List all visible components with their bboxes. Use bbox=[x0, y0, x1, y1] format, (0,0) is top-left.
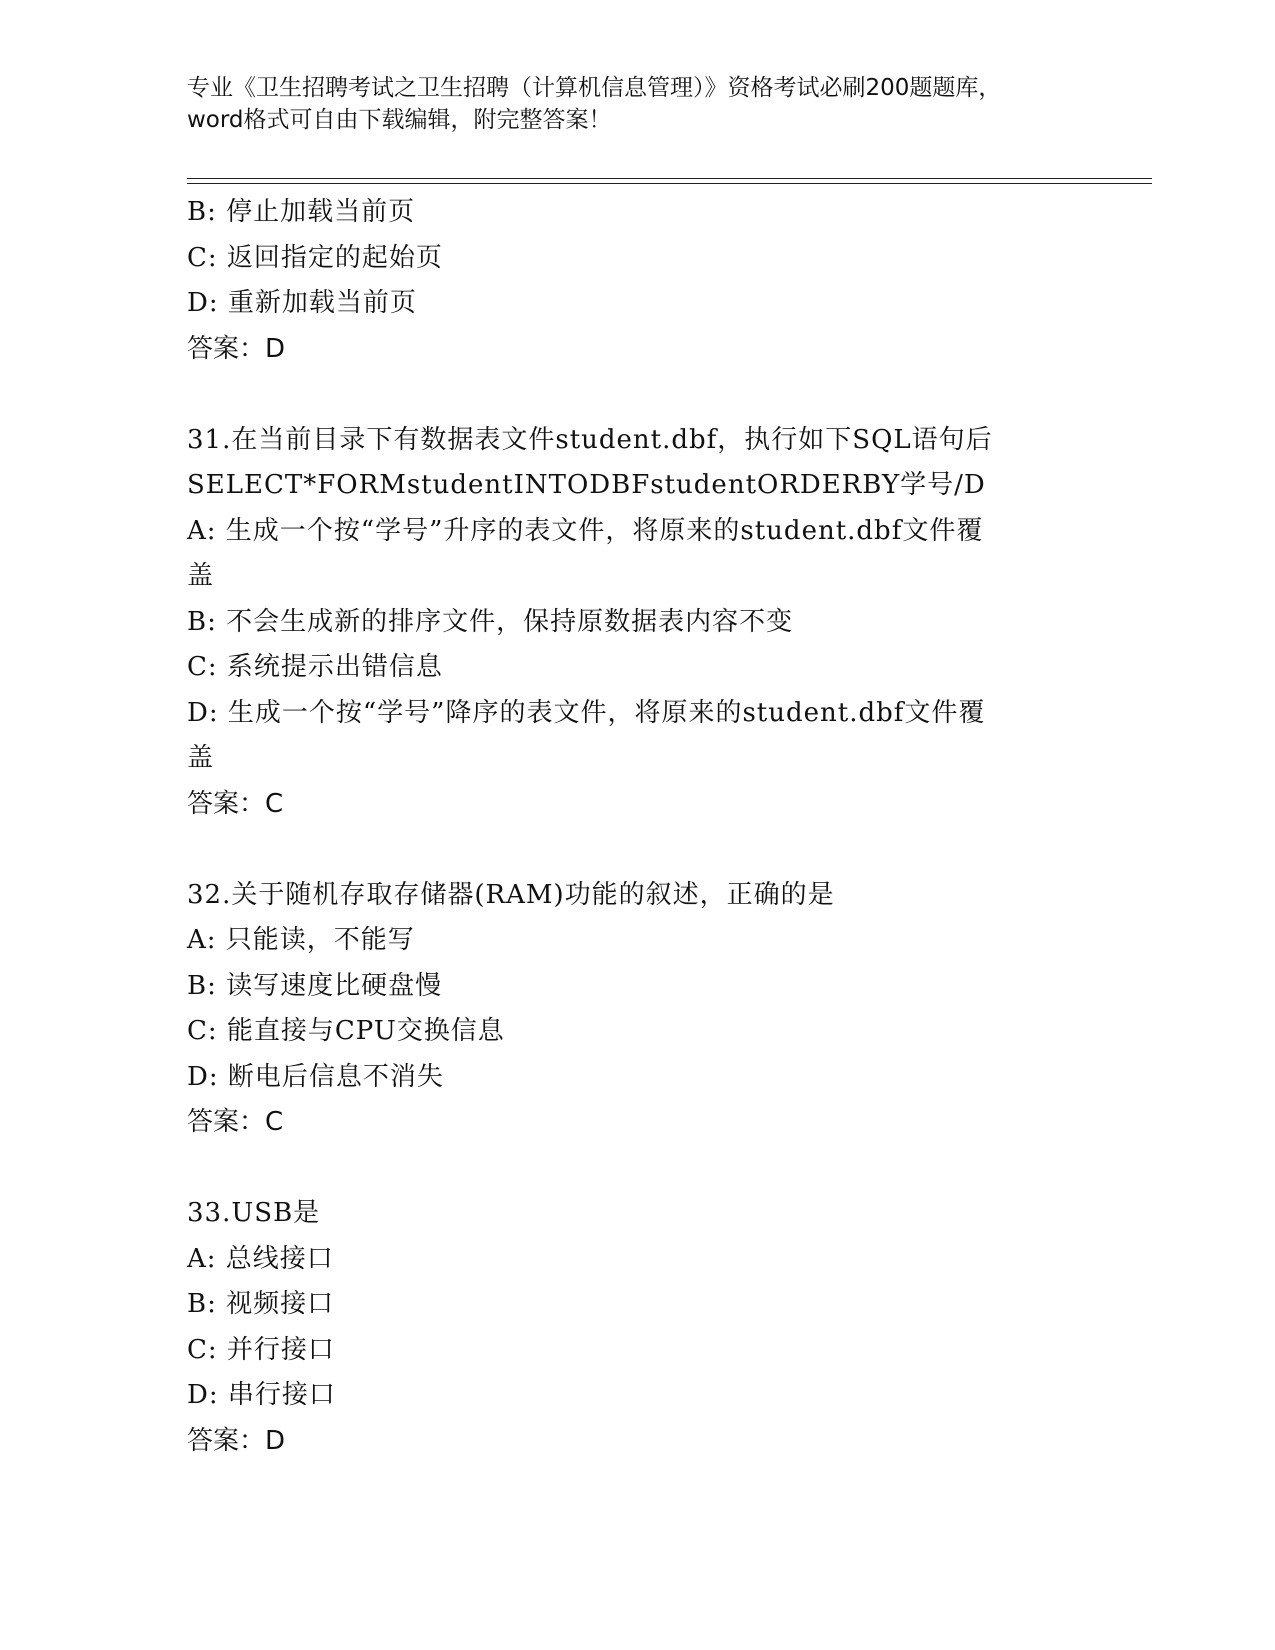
q31-stem-line-1: 31.在当前目录下有数据表文件student.dbf，执行如下SQL语句后 bbox=[187, 424, 993, 455]
header-line-2: word格式可自由下载编辑，附完整答案！ bbox=[187, 107, 612, 133]
q32-option-c: C: 能直接与CPU交换信息 bbox=[187, 1016, 505, 1046]
q33-answer: 答案：D bbox=[187, 1425, 286, 1456]
q31-option-d-line-1: D: 生成一个按“学号”降序的表文件，将原来的student.dbf文件覆 bbox=[187, 697, 986, 728]
question-30 bbox=[187, 190, 1087, 372]
q30-answer: 答案：D bbox=[187, 333, 286, 364]
q32-stem: 32.关于随机存取存储器(RAM)功能的叙述，正确的是 bbox=[187, 879, 835, 910]
question-list bbox=[187, 190, 1087, 1464]
q31-option-b: B: 不会生成新的排序文件，保持原数据表内容不变 bbox=[187, 606, 794, 637]
q32-option-d: D: 断电后信息不消失 bbox=[187, 1061, 444, 1092]
spacer bbox=[187, 1146, 1087, 1192]
q32-option-a: A: 只能读，不能写 bbox=[187, 925, 415, 955]
q31-option-a-line-2: 盖 bbox=[187, 561, 215, 591]
q30-option-c: C: 返回指定的起始页 bbox=[187, 242, 443, 273]
question-33 bbox=[187, 1191, 1087, 1464]
q31-answer: 答案：C bbox=[187, 788, 284, 819]
q31-stem-line-2: SELECT*FORMstudentINTODBFstudentORDERBY学号/D bbox=[187, 470, 986, 500]
header-divider-bottom bbox=[187, 183, 1152, 184]
question-32 bbox=[187, 873, 1087, 1146]
q31-option-a-line-1: A: 生成一个按“学号”升序的表文件，将原来的student.dbf文件覆 bbox=[187, 515, 984, 546]
q32-answer: 答案：C bbox=[187, 1107, 284, 1137]
q30-option-b: B: 停止加载当前页 bbox=[187, 197, 416, 227]
header-divider-top bbox=[187, 178, 1152, 179]
question-31 bbox=[187, 418, 1087, 828]
q30-option-d: D: 重新加载当前页 bbox=[187, 288, 417, 318]
spacer bbox=[187, 827, 1087, 873]
spacer bbox=[187, 372, 1087, 418]
q33-option-a: A: 总线接口 bbox=[187, 1243, 334, 1274]
q33-stem: 33.USB是 bbox=[187, 1198, 321, 1228]
q32-option-b: B: 读写速度比硬盘慢 bbox=[187, 970, 443, 1001]
q33-option-c: C: 并行接口 bbox=[187, 1334, 335, 1365]
q31-option-d-line-2: 盖 bbox=[187, 743, 215, 773]
header-line-1: 专业《卫生招聘考试之卫生招聘（计算机信息管理）》资格考试必刷200题题库， bbox=[187, 75, 1002, 101]
q31-option-c: C: 系统提示出错信息 bbox=[187, 652, 443, 682]
q33-option-b: B: 视频接口 bbox=[187, 1289, 335, 1319]
q33-option-d: D: 串行接口 bbox=[187, 1380, 336, 1410]
document-header bbox=[187, 72, 1087, 136]
